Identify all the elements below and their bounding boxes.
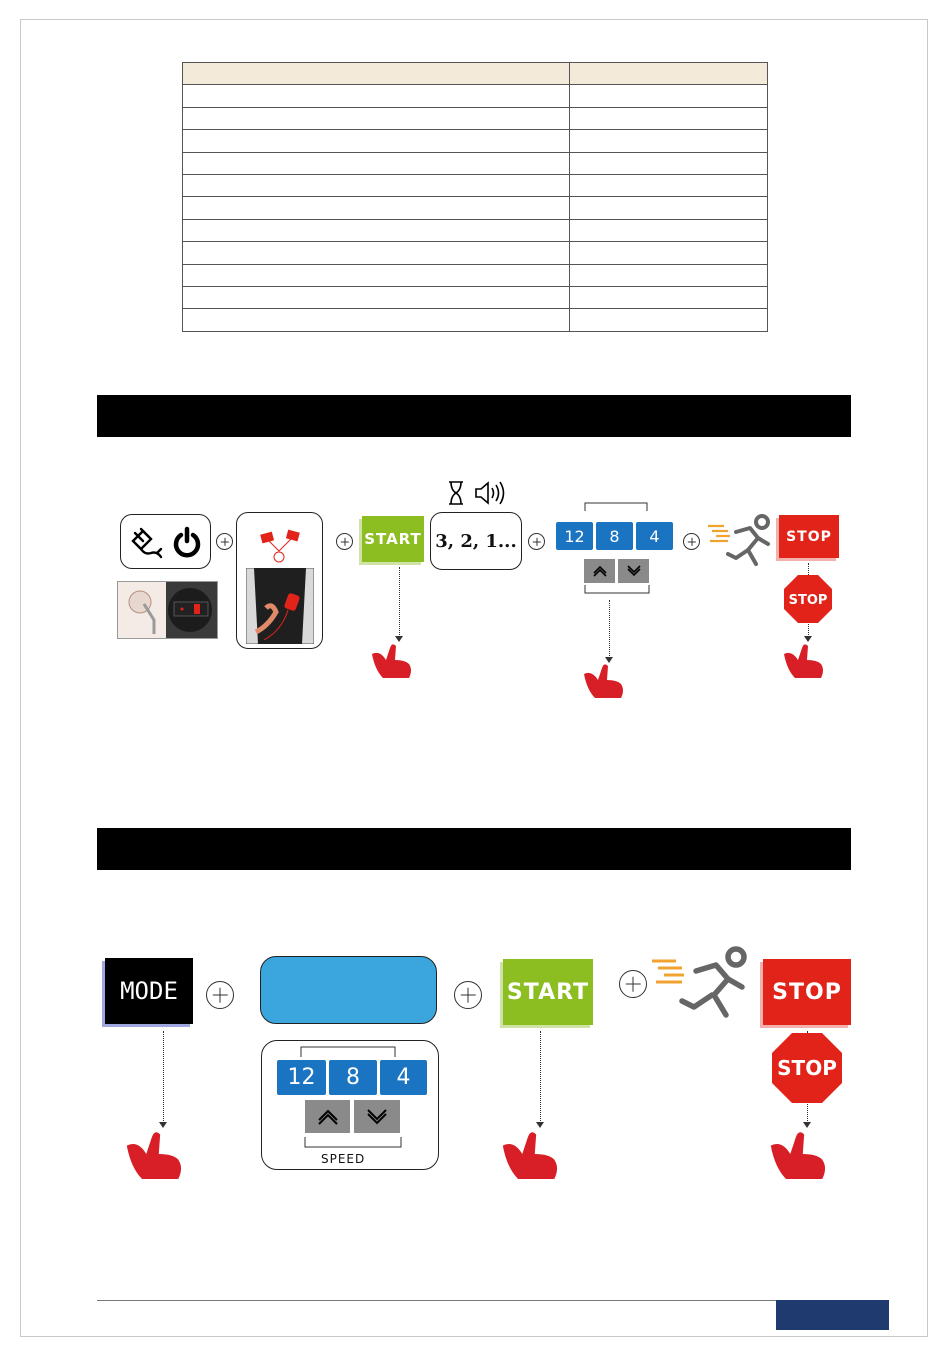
hourglass-sound-icon [446, 480, 508, 506]
pointing-hand-icon [500, 1122, 564, 1186]
stop-sign-text: STOP [777, 1056, 837, 1080]
table-row [183, 309, 768, 331]
plus-icon [528, 533, 545, 550]
speed-12-button[interactable]: 12 [556, 522, 593, 550]
speed-down-button[interactable] [354, 1100, 400, 1133]
pointing-hand-icon [124, 1122, 188, 1186]
running-man-icon [650, 943, 752, 1023]
safety-key-box [236, 512, 323, 649]
table-row [183, 264, 768, 286]
double-chevron-up-icon [592, 565, 608, 577]
pointing-hand-icon [768, 1122, 832, 1186]
plus-icon [619, 970, 647, 998]
dotted-arrow [163, 1031, 164, 1123]
double-chevron-up-icon [316, 1108, 340, 1126]
dotted-arrow [399, 567, 400, 637]
speed-8-button[interactable]: 8 [329, 1060, 377, 1095]
double-chevron-down-icon [365, 1108, 389, 1126]
bracket-bottom [584, 584, 650, 594]
speed-up-button[interactable] [305, 1100, 350, 1133]
display-screen [260, 956, 437, 1024]
safety-key-icon [237, 513, 321, 567]
plus-icon [336, 533, 353, 550]
mode-button[interactable]: MODE [105, 958, 193, 1024]
pointing-hand-icon [370, 640, 416, 680]
double-chevron-down-icon [626, 565, 642, 577]
bracket-top [584, 502, 648, 512]
section-header-bar-2 [97, 828, 851, 870]
stop-sign-icon [783, 574, 833, 624]
stop-button[interactable]: STOP [763, 959, 851, 1025]
table-row [183, 107, 768, 129]
pointing-hand-icon [782, 640, 828, 680]
plus-icon [454, 981, 482, 1009]
countdown-display: 3, 2, 1... [430, 512, 522, 570]
section-header-bar-1 [97, 395, 851, 437]
speed-caption: SPEED [321, 1152, 366, 1166]
table-row [183, 152, 768, 174]
speed-4-button[interactable]: 4 [380, 1060, 427, 1095]
speed-8-button[interactable]: 8 [596, 522, 633, 550]
power-plug-box [120, 514, 211, 569]
safety-clip-photo-icon [246, 568, 314, 644]
spec-table [182, 62, 768, 332]
stop-button[interactable]: STOP [779, 515, 839, 558]
speed-4-button[interactable]: 4 [636, 522, 673, 550]
plus-icon [216, 533, 233, 550]
pointing-hand-icon [582, 660, 628, 700]
table-header-row [183, 63, 768, 85]
table-row [183, 130, 768, 152]
stop-sign-text: STOP [788, 593, 828, 608]
speed-12-button[interactable]: 12 [277, 1060, 326, 1095]
footer-page-tab [776, 1300, 889, 1330]
plus-icon [206, 981, 234, 1009]
footer-rule [97, 1300, 777, 1301]
running-man-icon [706, 512, 774, 570]
start-button[interactable]: START [362, 516, 424, 562]
start-button[interactable]: START [503, 959, 593, 1025]
table-row [183, 85, 768, 107]
speed-down-button[interactable] [618, 559, 649, 583]
stop-sign-icon [771, 1032, 843, 1104]
plus-icon [683, 533, 700, 550]
speed-up-button[interactable] [584, 559, 615, 583]
bracket-bottom [304, 1136, 402, 1148]
table-row [183, 242, 768, 264]
power-photo [117, 581, 218, 639]
power-switch-photo-icon [118, 582, 217, 638]
table-row [183, 197, 768, 219]
table-row [183, 174, 768, 196]
dotted-arrow [609, 600, 610, 658]
table-row [183, 286, 768, 308]
plug-power-icon [121, 515, 209, 567]
table-row [183, 219, 768, 241]
dotted-arrow [540, 1031, 541, 1123]
bracket-top [300, 1046, 396, 1058]
